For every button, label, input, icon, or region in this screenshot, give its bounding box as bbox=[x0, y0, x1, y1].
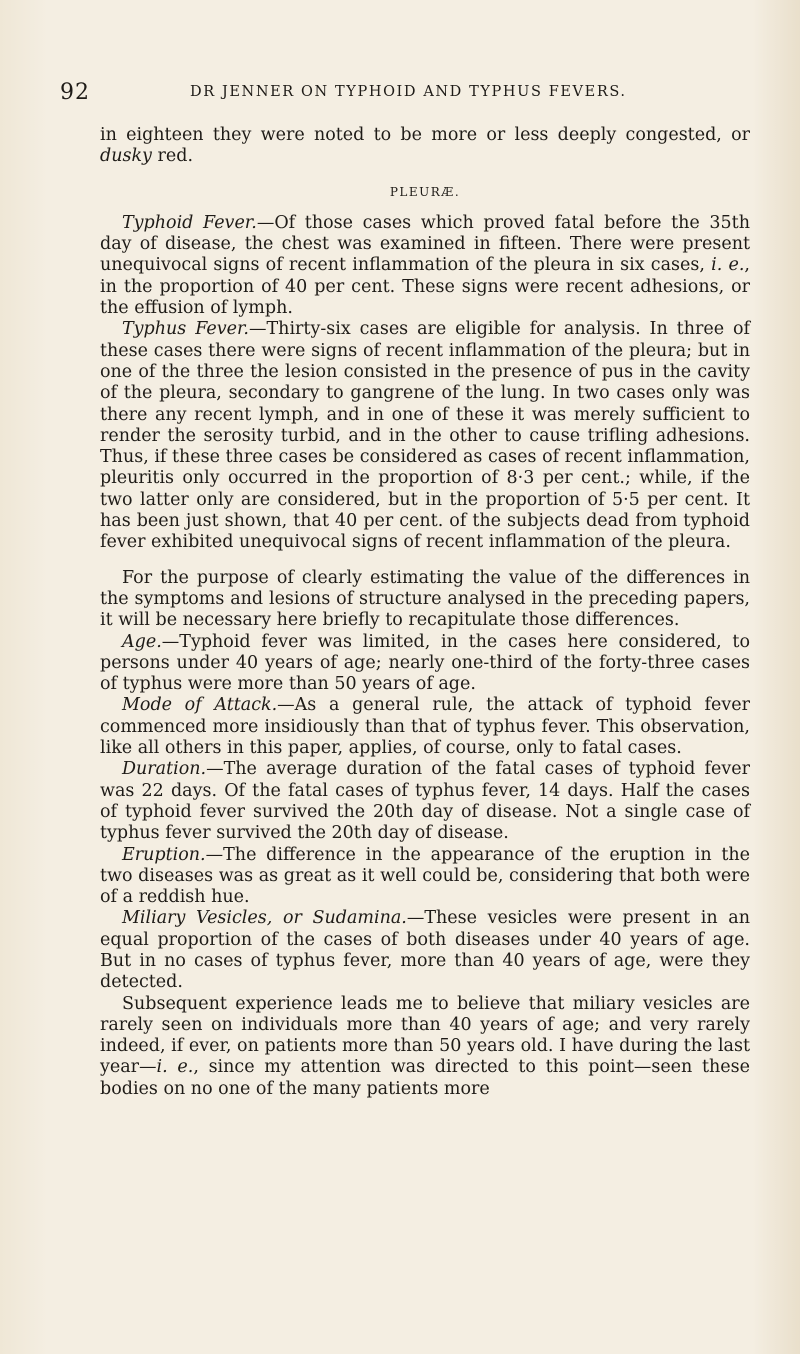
continuation-paragraph: in eighteen they were noted to be more or less deeply congested, or dusky red. bbox=[100, 125, 750, 167]
running-head: DR JENNER ON TYPHOID AND TYPHUS FEVERS. bbox=[190, 84, 627, 100]
page-number: 92 bbox=[60, 80, 90, 105]
paragraph-mode-of-attack: Mode of Attack.—As a general rule, the attack of typhoid fever commenced more insidiously than that of typhus fever. This observation, like all others in this paper, applies, of course, only to fatal cases. bbox=[100, 695, 751, 759]
paragraph-age: Age.—Typhoid fever was limited, in the cases here considered, to persons under 40 years of age; nearly one-third of the forty-three cases of typhus were more than 50 years of age. bbox=[100, 631, 750, 695]
page-body bbox=[100, 125, 750, 1100]
paragraph-typhus-pleurae: Typhus Fever.—Thirty-six cases are eligible for analysis. In three of these cases there were signs of recent inflammation of the pleura; but in one of the three the lesion consisted in the presence of pus in the cavity of the pleura, secondary to gangrene of the lung. In two cases only was there any recent lymph, and in one of these it was merely sufficient to render the serosity turbid, and in the other to cause trifling adhesions. Thus, if these three cases be considered as cases of recent inflammation, pleuritis only occurred in the proportion of 8·3 per cent.; while, if the two latter only are considered, but in the proportion of 5·5 per cent. It has been just shown, that 40 per cent. of the subjects dead from typhoid fever exhibited unequivocal signs of recent inflammation of the pleura. bbox=[100, 319, 750, 553]
paragraph-recapitulation: For the purpose of clearly estimating the value of the differences in the symptoms and lesions of structure analysed in the preceding papers, it will be necessary here briefly to recapitulate those differences. bbox=[100, 567, 750, 631]
paragraph-miliary-vesicles: Miliary Vesicles, or Sudamina.—These vesicles were present in an equal proportion of the cases of both diseases under 40 years of age. But in no cases of typhus fever, more than 40 years of age, were they detected. bbox=[100, 908, 750, 993]
paragraph-typhoid-pleurae: Typhoid Fever.—Of those cases which proved fatal before the 35th day of disease, the chest was examined in fifteen. There were present unequivocal signs of recent inflammation of the pleura in six cases, i. e., in the proportion of 40 per cent. These signs were recent adhesions, or the effusion of lymph. bbox=[100, 212, 750, 319]
page-header bbox=[60, 80, 740, 106]
section-heading: PLEURÆ. bbox=[389, 184, 461, 199]
paragraph-duration: Duration.—The average duration of the fatal cases of typhoid fever was 22 days. Of the fatal cases of typhus fever, 14 days. Half the cases of typhoid fever survived the 20th day of disease. Not a single case of typhus fever survived the 20th day of disease. bbox=[100, 759, 750, 844]
paragraph-subsequent-experience: Subsequent experience leads me to believe that miliary vesicles are rarely seen on individuals more than 40 years of age; and very rarely indeed, if ever, on patients more than 50 years old. I have during the last year—i. e., since my attention was directed to this point—seen these bodies on no one of the many patients more bbox=[100, 993, 750, 1099]
paragraph-eruption: Eruption.—The difference in the appearance of the eruption in the two diseases was as great as it well could be, considering that both were of a reddish hue. bbox=[100, 844, 750, 908]
